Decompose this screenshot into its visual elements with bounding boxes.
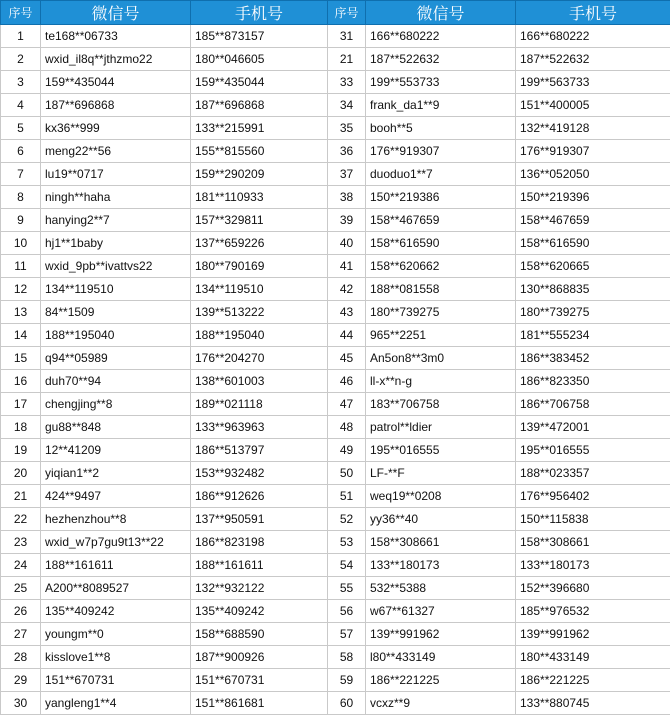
phone-right-cell: 158**308661	[516, 531, 670, 554]
seq-left-cell: 21	[1, 485, 41, 508]
table-row	[1, 646, 670, 669]
seq-right-cell: 54	[328, 554, 366, 577]
table-row	[1, 692, 670, 715]
wechat-left-cell: 424**9497	[41, 485, 191, 508]
table-row	[1, 48, 670, 71]
wechat-right-cell: duoduo1**7	[366, 163, 516, 186]
phone-right-cell: 181**555234	[516, 324, 670, 347]
seq-left-cell: 5	[1, 117, 41, 140]
seq-left-cell: 26	[1, 600, 41, 623]
seq-right-cell: 49	[328, 439, 366, 462]
seq-left-cell: 22	[1, 508, 41, 531]
table-row	[1, 232, 670, 255]
phone-right-cell: 186**706758	[516, 393, 670, 416]
phone-right-cell: 139**472001	[516, 416, 670, 439]
header-phone-right: 手机号	[516, 1, 670, 25]
phone-right-cell: 176**919307	[516, 140, 670, 163]
phone-right-cell: 132**419128	[516, 117, 670, 140]
wechat-right-cell: w67**61327	[366, 600, 516, 623]
seq-right-cell: 46	[328, 370, 366, 393]
phone-right-cell: 186**221225	[516, 669, 670, 692]
wechat-right-cell: 150**219386	[366, 186, 516, 209]
phone-left-cell: 158**688590	[191, 623, 328, 646]
wechat-right-cell: frank_da1**9	[366, 94, 516, 117]
wechat-left-cell: 187**696868	[41, 94, 191, 117]
phone-right-cell: 186**383452	[516, 347, 670, 370]
wechat-right-cell: 176**919307	[366, 140, 516, 163]
table-row	[1, 117, 670, 140]
phone-left-cell: 155**815560	[191, 140, 328, 163]
table-row	[1, 600, 670, 623]
wechat-left-cell: youngm**0	[41, 623, 191, 646]
table-row	[1, 370, 670, 393]
wechat-right-cell: 186**221225	[366, 669, 516, 692]
phone-right-cell: 133**880745	[516, 692, 670, 715]
seq-right-cell: 21	[328, 48, 366, 71]
table-row	[1, 209, 670, 232]
phone-right-cell: 187**522632	[516, 48, 670, 71]
header-wechat-left: 微信号	[41, 1, 191, 25]
table-row	[1, 393, 670, 416]
phone-left-cell: 159**435044	[191, 71, 328, 94]
header-seq-left: 序号	[1, 1, 41, 25]
phone-left-cell: 137**950591	[191, 508, 328, 531]
seq-right-cell: 35	[328, 117, 366, 140]
seq-right-cell: 31	[328, 25, 366, 48]
wechat-right-cell: l80**433149	[366, 646, 516, 669]
table-row	[1, 669, 670, 692]
phone-left-cell: 186**513797	[191, 439, 328, 462]
table-row	[1, 347, 670, 370]
seq-left-cell: 11	[1, 255, 41, 278]
phone-right-cell: 136**052050	[516, 163, 670, 186]
seq-right-cell: 43	[328, 301, 366, 324]
wechat-left-cell: ningh**haha	[41, 186, 191, 209]
phone-left-cell: 186**912626	[191, 485, 328, 508]
seq-left-cell: 9	[1, 209, 41, 232]
phone-left-cell: 135**409242	[191, 600, 328, 623]
seq-right-cell: 58	[328, 646, 366, 669]
wechat-right-cell: 183**706758	[366, 393, 516, 416]
phone-right-cell: 133**180173	[516, 554, 670, 577]
wechat-left-cell: hanying2**7	[41, 209, 191, 232]
wechat-right-cell: 188**081558	[366, 278, 516, 301]
wechat-left-cell: gu88**848	[41, 416, 191, 439]
wechat-right-cell: 166**680222	[366, 25, 516, 48]
wechat-right-cell: 965**2251	[366, 324, 516, 347]
seq-left-cell: 28	[1, 646, 41, 669]
wechat-left-cell: kisslove1**8	[41, 646, 191, 669]
seq-left-cell: 13	[1, 301, 41, 324]
header-phone-left: 手机号	[191, 1, 328, 25]
table-row	[1, 71, 670, 94]
phone-right-cell: 158**620665	[516, 255, 670, 278]
wechat-left-cell: kx36**999	[41, 117, 191, 140]
seq-left-cell: 19	[1, 439, 41, 462]
seq-left-cell: 23	[1, 531, 41, 554]
wechat-right-cell: weq19**0208	[366, 485, 516, 508]
wechat-left-cell: hj1**1baby	[41, 232, 191, 255]
seq-right-cell: 41	[328, 255, 366, 278]
table-row	[1, 94, 670, 117]
wechat-right-cell: booh**5	[366, 117, 516, 140]
seq-left-cell: 30	[1, 692, 41, 715]
table-row	[1, 163, 670, 186]
wechat-left-cell: 134**119510	[41, 278, 191, 301]
phone-left-cell: 151**670731	[191, 669, 328, 692]
seq-right-cell: 39	[328, 209, 366, 232]
seq-right-cell: 52	[328, 508, 366, 531]
table-row	[1, 554, 670, 577]
phone-right-cell: 188**023357	[516, 462, 670, 485]
wechat-right-cell: 158**620662	[366, 255, 516, 278]
wechat-left-cell: yiqian1**2	[41, 462, 191, 485]
phone-right-cell: 195**016555	[516, 439, 670, 462]
wechat-left-cell: te168**06733	[41, 25, 191, 48]
wechat-left-cell: duh70**94	[41, 370, 191, 393]
phone-left-cell: 151**861681	[191, 692, 328, 715]
wechat-left-cell: 188**195040	[41, 324, 191, 347]
table-row	[1, 462, 670, 485]
seq-left-cell: 8	[1, 186, 41, 209]
table-row	[1, 255, 670, 278]
wechat-left-cell: wxid_w7p7gu9t13**22	[41, 531, 191, 554]
seq-right-cell: 42	[328, 278, 366, 301]
phone-right-cell: 158**467659	[516, 209, 670, 232]
phone-left-cell: 132**932122	[191, 577, 328, 600]
seq-right-cell: 47	[328, 393, 366, 416]
seq-right-cell: 53	[328, 531, 366, 554]
wechat-left-cell: hezhenzhou**8	[41, 508, 191, 531]
header-seq-right: 序号	[328, 1, 366, 25]
table-row	[1, 324, 670, 347]
phone-left-cell: 187**696868	[191, 94, 328, 117]
seq-right-cell: 57	[328, 623, 366, 646]
seq-left-cell: 25	[1, 577, 41, 600]
table-row	[1, 577, 670, 600]
phone-left-cell: 188**161611	[191, 554, 328, 577]
phone-right-cell: 199**563733	[516, 71, 670, 94]
phone-left-cell: 133**215991	[191, 117, 328, 140]
seq-right-cell: 60	[328, 692, 366, 715]
phone-left-cell: 133**963963	[191, 416, 328, 439]
seq-right-cell: 38	[328, 186, 366, 209]
seq-right-cell: 34	[328, 94, 366, 117]
table-row	[1, 301, 670, 324]
wechat-right-cell: An5on8**3m0	[366, 347, 516, 370]
wechat-left-cell: meng22**56	[41, 140, 191, 163]
table-row	[1, 416, 670, 439]
wechat-right-cell: 158**616590	[366, 232, 516, 255]
phone-right-cell: 150**115838	[516, 508, 670, 531]
phone-right-cell: 150**219396	[516, 186, 670, 209]
wechat-left-cell: A200**8089527	[41, 577, 191, 600]
wechat-right-cell: yy36**40	[366, 508, 516, 531]
seq-left-cell: 24	[1, 554, 41, 577]
wechat-left-cell: 188**161611	[41, 554, 191, 577]
seq-right-cell: 36	[328, 140, 366, 163]
wechat-right-cell: 133**180173	[366, 554, 516, 577]
seq-right-cell: 48	[328, 416, 366, 439]
seq-right-cell: 37	[328, 163, 366, 186]
seq-left-cell: 4	[1, 94, 41, 117]
phone-left-cell: 157**329811	[191, 209, 328, 232]
wechat-left-cell: 135**409242	[41, 600, 191, 623]
phone-left-cell: 137**659226	[191, 232, 328, 255]
seq-left-cell: 1	[1, 25, 41, 48]
wechat-right-cell: 158**467659	[366, 209, 516, 232]
seq-left-cell: 6	[1, 140, 41, 163]
table-row	[1, 25, 670, 48]
seq-right-cell: 50	[328, 462, 366, 485]
wechat-right-cell: 195**016555	[366, 439, 516, 462]
wechat-right-cell: 199**553733	[366, 71, 516, 94]
phone-left-cell: 187**900926	[191, 646, 328, 669]
wechat-left-cell: chengjing**8	[41, 393, 191, 416]
table-row	[1, 278, 670, 301]
phone-right-cell: 185**976532	[516, 600, 670, 623]
seq-left-cell: 16	[1, 370, 41, 393]
seq-left-cell: 20	[1, 462, 41, 485]
phone-left-cell: 180**046605	[191, 48, 328, 71]
wechat-left-cell: wxid_il8q**jthzmo22	[41, 48, 191, 71]
phone-right-cell: 151**400005	[516, 94, 670, 117]
table-row	[1, 623, 670, 646]
phone-right-cell: 152**396680	[516, 577, 670, 600]
phone-right-cell: 180**433149	[516, 646, 670, 669]
seq-left-cell: 2	[1, 48, 41, 71]
wechat-left-cell: 159**435044	[41, 71, 191, 94]
wechat-right-cell: 180**739275	[366, 301, 516, 324]
wechat-left-cell: lu19**0717	[41, 163, 191, 186]
table-row	[1, 186, 670, 209]
seq-left-cell: 29	[1, 669, 41, 692]
phone-left-cell: 181**110933	[191, 186, 328, 209]
wechat-right-cell: vcxz**9	[366, 692, 516, 715]
table-row	[1, 531, 670, 554]
seq-left-cell: 10	[1, 232, 41, 255]
seq-right-cell: 44	[328, 324, 366, 347]
wechat-right-cell: LF-**F	[366, 462, 516, 485]
seq-left-cell: 7	[1, 163, 41, 186]
seq-left-cell: 27	[1, 623, 41, 646]
seq-right-cell: 33	[328, 71, 366, 94]
header-wechat-right: 微信号	[366, 1, 516, 25]
phone-left-cell: 138**601003	[191, 370, 328, 393]
phone-left-cell: 180**790169	[191, 255, 328, 278]
table-row	[1, 439, 670, 462]
seq-right-cell: 59	[328, 669, 366, 692]
wechat-left-cell: 151**670731	[41, 669, 191, 692]
wechat-right-cell: patrol**ldier	[366, 416, 516, 439]
phone-left-cell: 185**873157	[191, 25, 328, 48]
wechat-right-cell: 139**991962	[366, 623, 516, 646]
wechat-left-cell: q94**05989	[41, 347, 191, 370]
header-row	[1, 1, 670, 25]
seq-right-cell: 40	[328, 232, 366, 255]
phone-left-cell: 176**204270	[191, 347, 328, 370]
wechat-left-cell: yangleng1**4	[41, 692, 191, 715]
seq-right-cell: 51	[328, 485, 366, 508]
seq-right-cell: 45	[328, 347, 366, 370]
phone-right-cell: 166**680222	[516, 25, 670, 48]
phone-left-cell: 134**119510	[191, 278, 328, 301]
phone-left-cell: 159**290209	[191, 163, 328, 186]
phone-right-cell: 176**956402	[516, 485, 670, 508]
seq-left-cell: 17	[1, 393, 41, 416]
phone-right-cell: 180**739275	[516, 301, 670, 324]
phone-left-cell: 139**513222	[191, 301, 328, 324]
phone-left-cell: 189**021118	[191, 393, 328, 416]
seq-left-cell: 14	[1, 324, 41, 347]
phone-right-cell: 158**616590	[516, 232, 670, 255]
wechat-right-cell: 532**5388	[366, 577, 516, 600]
seq-left-cell: 3	[1, 71, 41, 94]
wechat-left-cell: 84**1509	[41, 301, 191, 324]
wechat-right-cell: 158**308661	[366, 531, 516, 554]
phone-right-cell: 186**823350	[516, 370, 670, 393]
phone-right-cell: 130**868835	[516, 278, 670, 301]
table-row	[1, 485, 670, 508]
phone-left-cell: 186**823198	[191, 531, 328, 554]
phone-left-cell: 153**932482	[191, 462, 328, 485]
seq-left-cell: 18	[1, 416, 41, 439]
phone-right-cell: 139**991962	[516, 623, 670, 646]
seq-right-cell: 55	[328, 577, 366, 600]
wechat-right-cell: ll-x**n-g	[366, 370, 516, 393]
seq-left-cell: 15	[1, 347, 41, 370]
wechat-left-cell: 12**41209	[41, 439, 191, 462]
seq-left-cell: 12	[1, 278, 41, 301]
table-row	[1, 140, 670, 163]
table-row	[1, 508, 670, 531]
wechat-right-cell: 187**522632	[366, 48, 516, 71]
phone-left-cell: 188**195040	[191, 324, 328, 347]
seq-right-cell: 56	[328, 600, 366, 623]
wechat-left-cell: wxid_9pb**ivattvs22	[41, 255, 191, 278]
